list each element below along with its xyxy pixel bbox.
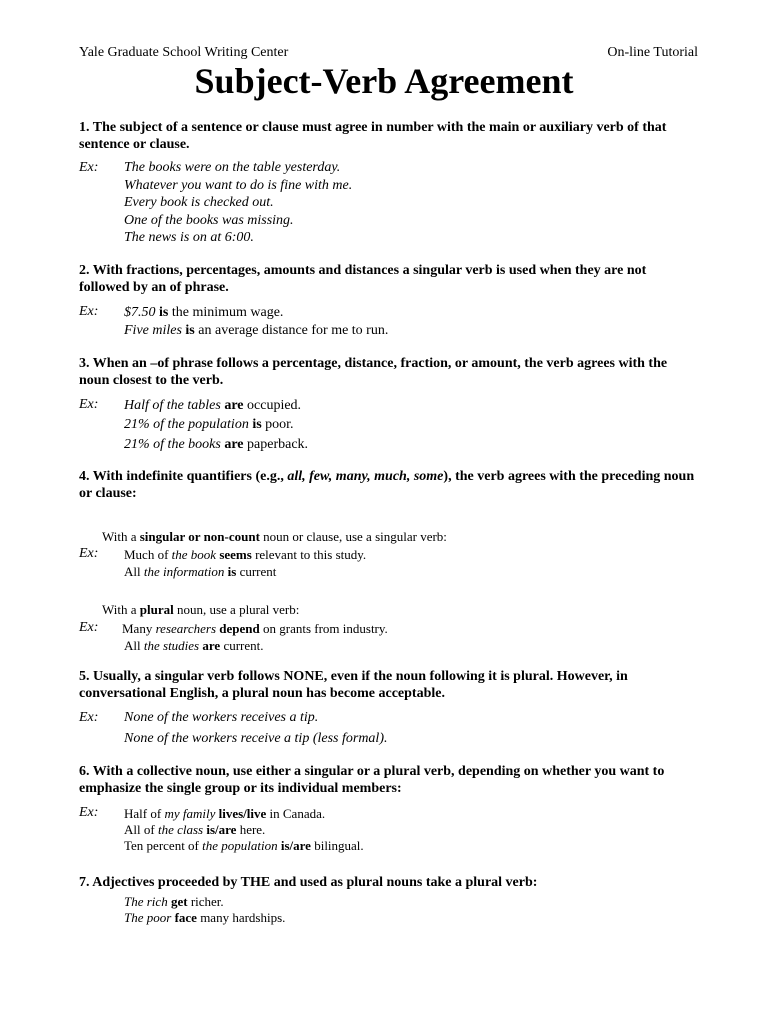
example-line (124, 909, 285, 926)
example-subject: $7.50 (124, 305, 156, 320)
example-subject: 21% of the books (124, 437, 221, 452)
rule-6-heading: 6. With a collective noun, use either a singular or a plural verb, depending on whether you want to emphasize the single group or its individual members: (79, 764, 665, 796)
example-text: Much of (124, 547, 172, 562)
example-line (124, 563, 276, 580)
example-verb: are (199, 638, 221, 653)
rule-4-heading-post: ), the verb agrees with the preceding noun or clause: (79, 469, 695, 501)
ex-label: Ex: (79, 160, 99, 175)
example-subject: 21% of the population (124, 417, 249, 432)
example-verb: get (167, 894, 188, 909)
example-rest: many hardships. (196, 910, 286, 925)
rule-4-heading-pre: 4. With indefinite quantifiers (e.g., (79, 469, 288, 484)
example-verb: is/are (203, 822, 237, 837)
example-verb: seems (216, 547, 252, 562)
example-rest: bilingual. (310, 838, 364, 853)
example-line (124, 893, 224, 910)
rule-4-heading (79, 468, 699, 502)
ex-label: Ex: (79, 304, 99, 319)
rule-7-heading: 7. Adjectives proceeded by THE and used as plural nouns take a plural verb: (79, 875, 538, 890)
example-noun: the studies (143, 638, 200, 653)
example-text: All (124, 638, 144, 653)
instruction-text: noun, use a plural verb: (173, 602, 300, 617)
example-line (122, 620, 388, 637)
example-rest: on grants from industry. (259, 621, 388, 636)
example-verb: face (171, 910, 197, 925)
example-subject: Half of the tables (124, 398, 221, 413)
rule-5-heading: 5. Usually, a singular verb follows NONE, even if the noun following it is plural. However, in conversational English, a plural noun has become acceptable. (79, 669, 628, 701)
example-verb: depend (216, 621, 260, 636)
example-rest: relevant to this study. (251, 547, 367, 562)
rule-2-heading: 2. With fractions, percentages, amounts and distances a singular verb is used when they are not followed by an of phrase. (79, 263, 647, 295)
plural-instruction (102, 601, 299, 618)
header-right: On-line Tutorial (607, 45, 698, 60)
example-text: All (124, 564, 144, 579)
example-verb: is (224, 564, 237, 579)
example-noun: the class (157, 822, 204, 837)
example-line: Every book is checked out. (124, 195, 274, 210)
example-verb: lives/live (215, 806, 267, 821)
example-subject: The rich (124, 894, 168, 909)
instruction-emphasis: singular or non-count (139, 529, 260, 544)
example-line (124, 546, 366, 563)
example-rest: the minimum wage. (168, 305, 284, 320)
example-rest: in Canada. (266, 806, 326, 821)
example-text: All of (124, 822, 158, 837)
rule-1-heading: 1. The subject of a sentence or clause must agree in number with the main or auxiliary verb of that sentence or clause. (79, 120, 667, 152)
example-verb: is (185, 323, 195, 338)
example-verb: is (252, 417, 262, 432)
example-verb: are (224, 398, 244, 413)
example-line (124, 821, 265, 838)
example-line (124, 436, 308, 453)
example-subject: The poor (124, 910, 172, 925)
example-noun: my family (164, 806, 216, 821)
example-line (124, 805, 325, 822)
ex-label: Ex: (79, 710, 99, 725)
rule-4-quantifiers: all, few, many, much, some (287, 469, 444, 484)
example-rest: poor. (261, 417, 294, 432)
example-line (124, 304, 283, 321)
example-line: None of the workers receives a tip. (124, 710, 319, 725)
example-noun: the book (171, 547, 217, 562)
example-rest: current (236, 564, 277, 579)
example-rest: here. (236, 822, 266, 837)
example-line: One of the books was missing. (124, 213, 294, 228)
example-verb: is/are (277, 838, 311, 853)
example-rest: occupied. (243, 398, 302, 413)
example-subject: Five miles (124, 323, 182, 338)
ex-label: Ex: (79, 397, 99, 412)
instruction-text: noun or clause, use a singular verb: (259, 529, 447, 544)
header-left: Yale Graduate School Writing Center (79, 45, 289, 60)
example-line: Whatever you want to do is fine with me. (124, 178, 353, 193)
example-line: The news is on at 6:00. (124, 230, 254, 245)
ex-label: Ex: (79, 805, 99, 820)
instruction-text: With a (102, 529, 140, 544)
example-rest: paperback. (243, 437, 309, 452)
example-text: Many (122, 621, 156, 636)
example-line: None of the workers receive a tip (less formal). (124, 731, 388, 746)
example-line (124, 416, 294, 433)
example-noun: the information (143, 564, 225, 579)
example-line (124, 837, 364, 854)
ex-label: Ex: (79, 546, 99, 561)
instruction-emphasis: plural (139, 602, 174, 617)
example-verb: is (159, 305, 169, 320)
example-verb: are (224, 437, 244, 452)
singular-instruction (102, 528, 447, 545)
page-title: Subject-Verb Agreement (194, 61, 574, 101)
example-noun: researchers (155, 621, 217, 636)
example-line (124, 637, 264, 654)
example-line (124, 322, 388, 339)
example-text: Half of (124, 806, 165, 821)
example-rest: richer. (187, 894, 224, 909)
example-line: The books were on the table yesterday. (124, 160, 341, 175)
ex-label: Ex: (79, 620, 99, 635)
example-noun: the population (202, 838, 278, 853)
example-rest: current. (220, 638, 264, 653)
example-rest: an average distance for me to run. (194, 323, 389, 338)
example-line (124, 397, 301, 414)
rule-3-heading: 3. When an –of phrase follows a percentage, distance, fraction, or amount, the verb agrees with the noun closest to the verb. (79, 356, 668, 388)
instruction-text: With a (102, 602, 140, 617)
example-text: Ten percent of (124, 838, 203, 853)
